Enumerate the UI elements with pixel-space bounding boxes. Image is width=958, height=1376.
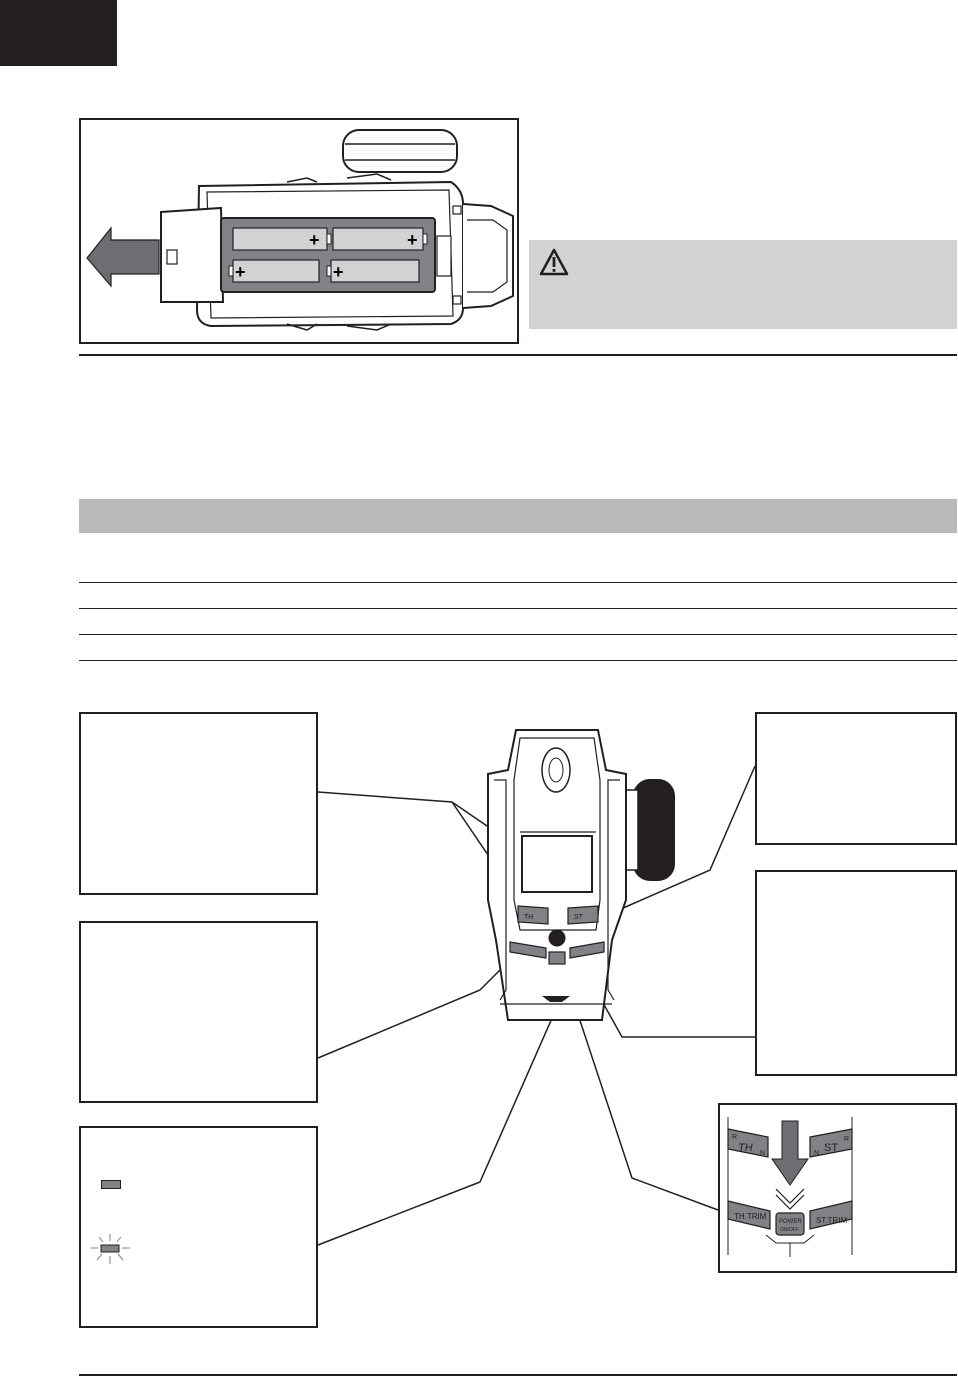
battery-plus-4: +	[333, 262, 344, 282]
battery-plus-2: +	[407, 230, 418, 250]
mini-th-label: TH	[524, 914, 534, 921]
detail-power-label: POWER	[779, 1219, 802, 1225]
detail-st-trim-label: ST.TRIM	[816, 1216, 848, 1225]
battery-plus-3: +	[235, 262, 246, 282]
power-button-detail	[718, 1103, 957, 1273]
detail-th-label: TH	[738, 1142, 753, 1154]
detail-n-label-left: N	[760, 1150, 766, 1157]
power-detail-drawing	[720, 1105, 955, 1271]
detail-st-label: ST	[824, 1142, 839, 1154]
detail-onoff-label: ON/OFF	[780, 1227, 799, 1233]
detail-n-label-right: N	[814, 1150, 820, 1157]
detail-r-label-left: R	[732, 1134, 738, 1141]
battery-plus-1: +	[309, 230, 320, 250]
detail-th-trim-label: TH.TRIM	[734, 1212, 767, 1221]
detail-r-label-right: R	[844, 1136, 850, 1143]
mini-st-label: ST	[574, 914, 583, 921]
